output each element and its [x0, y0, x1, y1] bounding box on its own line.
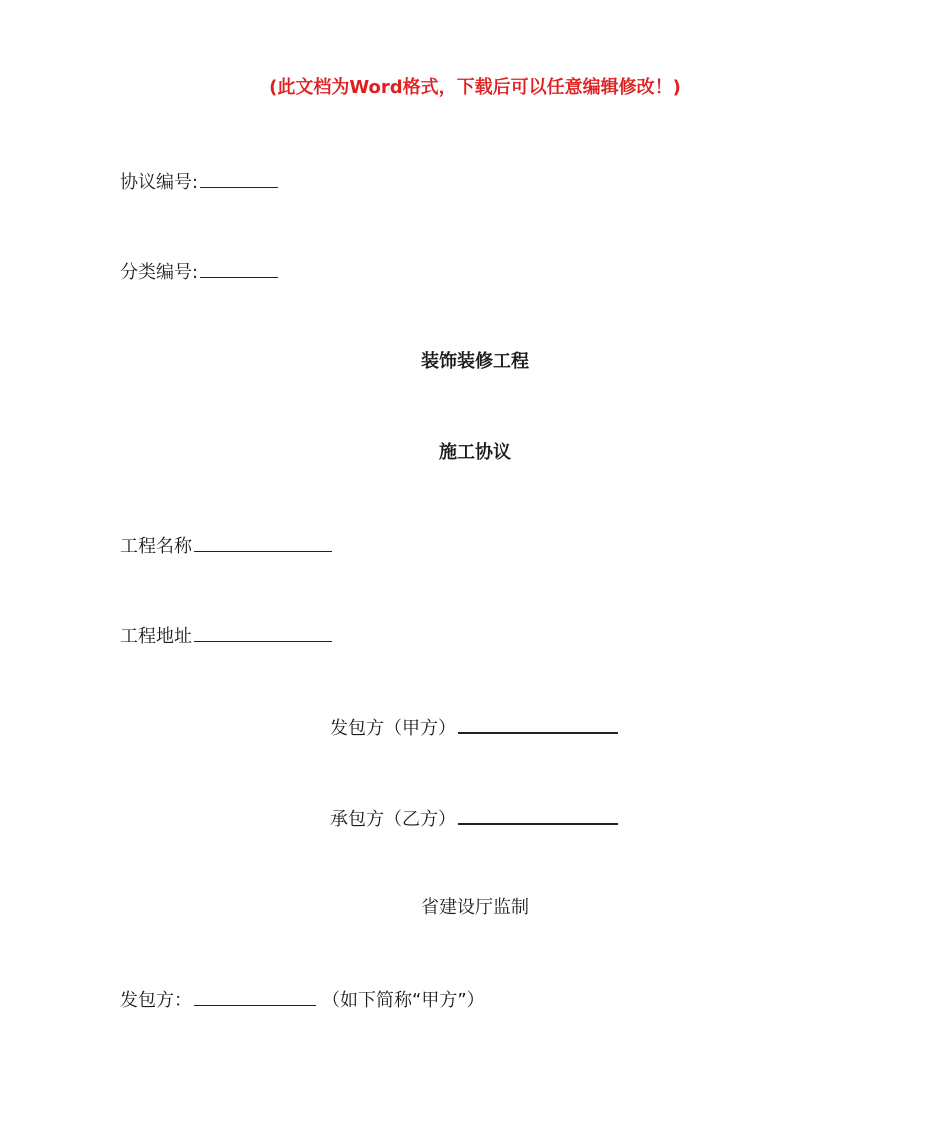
- contractor-party-row: [330, 805, 618, 832]
- project-address-row: [120, 623, 332, 649]
- contractor-party-blank[interactable]: [458, 805, 618, 825]
- client-party-label: 发包方（甲方）: [330, 718, 456, 739]
- title-line-1: 装饰装修工程: [421, 351, 529, 372]
- project-address-blank[interactable]: [194, 623, 332, 642]
- project-name-row: [120, 533, 332, 559]
- client-party-blank[interactable]: [458, 714, 618, 734]
- client-intro-blank[interactable]: [194, 987, 316, 1006]
- client-intro-row: [120, 987, 485, 1013]
- category-number-blank[interactable]: [200, 259, 278, 278]
- issuer-line: 省建设厅监制: [421, 897, 529, 918]
- format-notice: (此文档为Word格式，下载后可以任意编辑修改！): [269, 77, 681, 98]
- category-number-label: 分类编号:: [120, 262, 199, 283]
- agreement-number-blank[interactable]: [200, 169, 278, 188]
- project-name-label: 工程名称: [120, 536, 192, 557]
- agreement-number-row: [120, 169, 278, 195]
- client-intro-suffix: （如下简称“甲方”）: [322, 990, 485, 1011]
- category-number-row: [120, 259, 278, 285]
- title-line-2: 施工协议: [439, 442, 511, 463]
- project-name-blank[interactable]: [194, 533, 332, 552]
- agreement-number-label: 协议编号:: [120, 172, 199, 193]
- client-intro-prefix: 发包方：: [120, 990, 192, 1011]
- client-party-row: [330, 714, 618, 741]
- contractor-party-label: 承包方（乙方）: [330, 809, 456, 830]
- project-address-label: 工程地址: [120, 626, 192, 647]
